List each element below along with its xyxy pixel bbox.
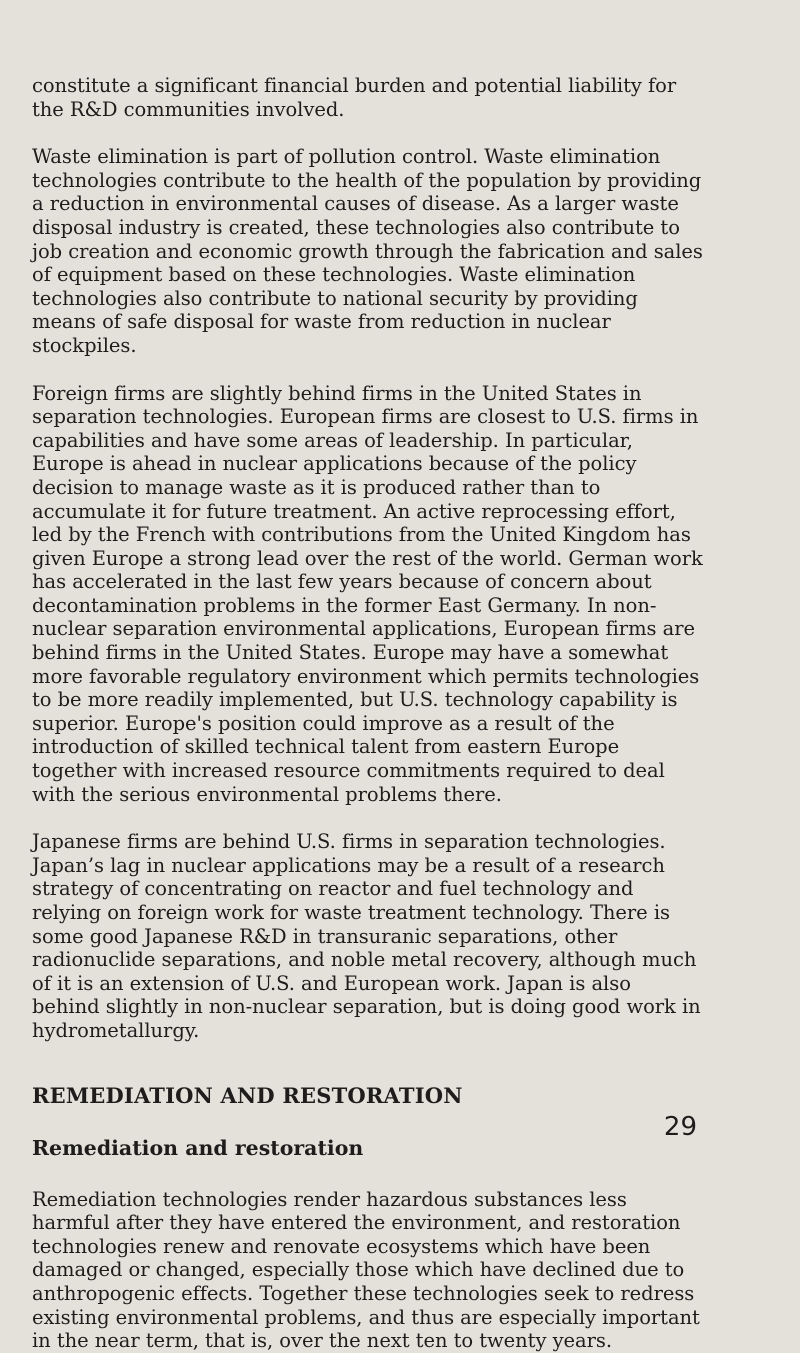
paragraph-remediation: Remediation technologies render hazardous substances less harmful after they have entered the environment, and restoration technologies renew and renovate ecosystems which have been damaged or changed, especially those which have declined due to anthropogenic effects. Together these technologies seek to redress existing environmental problems, and thus are especially important in the near term, that is, over the next ten to twenty years. — [32, 1187, 700, 1353]
paragraph-continuation: constitute a significant financial burden and potential liability for the R&D communities involved. — [32, 74, 677, 121]
paragraph-waste-elimination: Waste elimination is part of pollution control. Waste elimination technologies contribute to the health of the population by providing a reduction in environmental causes of disease. As a larger waste disposal industry is created, these technologies also contribute to job creation and economic growth through the fabrication and sales of equipment based on these technologies. Waste elimination technologies also contribute to national security by providing means of safe disposal for waste from reduction in nuclear stockpiles. — [32, 145, 703, 357]
paragraph-japanese-firms: Japanese firms are behind U.S. firms in separation technologies. Japan’s lag in nuclear applications may be a result of a research strategy of concentrating on reactor and fuel technology and relying on foreign work for waste treatment technology. There is some good Japanese R&D in transuranic separations, other radionuclide separations, and noble metal recovery, although much of it is an extension of U.S. and European work. Japan is also behind slightly in non-nuclear separation, but is doing good work in hydrometallurgy. — [32, 830, 701, 1042]
page-number: 29 — [663, 1112, 697, 1142]
section-heading: REMEDIATION AND RESTORATION — [32, 1082, 463, 1108]
paragraph-foreign-firms: Foreign firms are slightly behind firms in the United States in separation technologies. European firms are closest to U.S. firms in capabilities and have some areas of leadership. In particular, Europe is ahead in nuclear applications because of the policy decision to manage waste as it is produced rather than to accumulate it for future treatment. An active reprocessing effort, led by the French with contributions from the United Kingdom has given Europe a strong lead over the rest of the world. German work has accelerated in the last few years because of concern about decontamination problems in the former East Germany. In non-nuclear separation environmental applications, European firms are behind firms in the United States. Europe may have a somewhat more favorable regulatory environment which permits technologies to be more readily implemented, but U.S. technology capability is superior. Europe's position could improve as a result of the introduction of skilled technical talent from eastern Europe together with increased resource commitments required to deal with the serious environmental problems there. — [32, 381, 703, 806]
subsection-heading: Remediation and restoration — [32, 1135, 364, 1160]
